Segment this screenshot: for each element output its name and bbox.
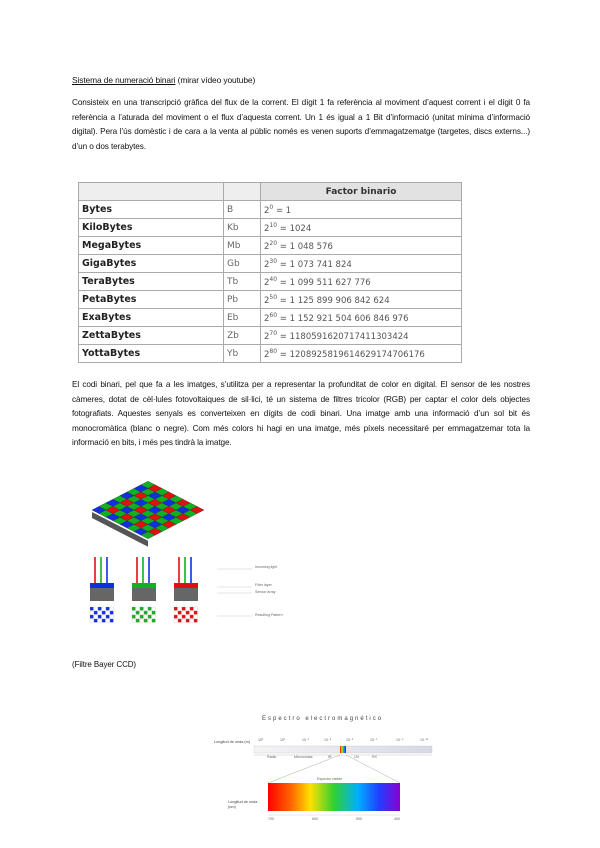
pattern-cell [144,611,147,614]
section-title: Sistema de numeració binari [72,75,176,85]
factor-value: = 1024 [279,223,312,234]
pattern-cell [190,619,193,622]
pattern-cell [136,615,139,618]
spectrum-bottom-ticks [268,817,403,823]
factor-value: = 1 152 921 504 606 846 976 [279,313,409,324]
tick-top: 10⁻¹¹ [420,738,429,742]
tick-top: 10³ [258,738,264,742]
pattern-cell [174,619,177,622]
label-filter-layer: Filter layer [255,583,272,587]
pattern-cell [140,607,143,610]
tick-top: 10⁻⁵ [346,738,354,742]
pattern-cell [102,607,105,610]
unit-symbol: Yb [224,345,261,363]
bayer-filter-illustration [82,475,322,645]
binary-factor: $2^{10} = 1024$ [261,219,462,237]
pattern-cell [190,611,193,614]
pattern-cell [98,619,101,622]
pattern-cell [186,615,189,618]
pattern-cell [106,607,109,610]
pattern-cell [186,619,189,622]
tick-bottom: 700 [268,817,274,821]
table-row [79,327,462,345]
pattern-cell [102,611,105,614]
label-resulting-pattern: Resulting Pattern [255,613,283,617]
bayer-mosaic [92,481,204,547]
pattern-cell [148,615,151,618]
filter-layer [132,583,156,588]
factor-exponent: 0 [269,203,274,211]
pattern-cell [178,619,181,622]
filter-layer [90,583,114,588]
pattern-cell [90,615,93,618]
pattern-cell [174,615,177,618]
unit-name: YottaBytes [79,345,224,363]
pattern-cell [98,615,101,618]
table-row [79,291,462,309]
pattern-cell [182,611,185,614]
unit-name: TeraBytes [79,273,224,291]
spectrum-wave-label: Longitud de onda (m) [214,740,251,744]
spectrum-bands [262,755,432,761]
pattern-cell [186,611,189,614]
tick-top: 10⁻⁹ [396,738,404,742]
pattern-cell [186,607,189,610]
table-row [79,201,462,219]
unit-symbol: Mb [224,237,261,255]
pattern-cell [132,619,135,622]
pattern-cell [144,619,147,622]
unit-name: PetaBytes [79,291,224,309]
band-label: IR [328,755,332,759]
pattern-cell [94,611,97,614]
pattern-cell [102,615,105,618]
bayer-columns [90,557,198,622]
pattern-cell [94,619,97,622]
table-row [79,219,462,237]
pattern-cell [144,615,147,618]
pattern-cell [136,611,139,614]
pattern-cell [132,607,135,610]
unit-symbol: Tb [224,273,261,291]
pattern-cell [110,611,113,614]
pattern-cell [148,607,151,610]
table-header-empty [79,183,224,201]
binary-factor: $2^{40} = 1$ 099 511 627 776 [261,273,462,291]
pattern-cell [110,619,113,622]
pattern-cell [152,615,155,618]
unit-name: KiloBytes [79,219,224,237]
pattern-cell [94,615,97,618]
unit-name: GigaBytes [79,255,224,273]
pattern-cell [152,607,155,610]
tick-top: 10⁻¹ [302,738,310,742]
tick-bottom: 600 [312,817,318,821]
binary-factor: $2^{30} = 1$ 073 741 824 [261,255,462,273]
table-header-empty-2 [224,183,261,201]
table-header-factor: Factor binario [261,183,462,201]
pattern-cell [178,615,181,618]
band-label: Radio [267,755,277,759]
binary-factor: $2^0 = 1$ [261,201,462,219]
factor-value: = 1 [275,205,292,216]
factor-exponent: 30 [269,257,278,265]
factor-exponent: 50 [269,293,278,301]
pattern-cell [106,615,109,618]
pattern-cell [194,619,197,622]
pattern-cell [182,619,185,622]
factor-value: = 1 073 741 824 [279,259,352,270]
factor-exponent: 10 [269,221,278,229]
factor-exponent: 60 [269,311,278,319]
pattern-cell [178,611,181,614]
tick-top: 10⁻⁷ [370,738,378,742]
pattern-cell [140,615,143,618]
binary-factor: $2^{50} = 1$ 125 899 906 842 624 [261,291,462,309]
binary-factor: $2^{70} = 1180591620717411303424$ [261,327,462,345]
table-row [79,345,462,363]
factor-exponent: 20 [269,239,278,247]
pattern-cell [102,619,105,622]
unit-name: ExaBytes [79,309,224,327]
table-row [79,273,462,291]
pattern-cell [98,611,101,614]
pattern-cell [140,611,143,614]
tick-bottom: 400 [394,817,400,821]
section-heading [72,73,255,88]
table-row [79,255,462,273]
pattern-cell [194,607,197,610]
unit-symbol: Zb [224,327,261,345]
factor-exponent: 80 [269,347,278,355]
band-label: Microondas [294,755,313,759]
table-row [79,309,462,327]
pattern-cell [178,607,181,610]
pattern-cell [110,615,113,618]
factor-value: = 1 125 899 906 842 624 [279,295,390,306]
pattern-cell [190,607,193,610]
sensor-block [132,588,156,601]
factor-value: = 1208925819614629174706176 [279,349,425,360]
section-note: (mirar vídeo youtube) [177,75,256,85]
visible-band [340,746,346,753]
pattern-cell [182,615,185,618]
visible-spectrum-label: Espectro visible [317,777,343,781]
tick-top: 10¹ [280,738,286,742]
pattern-cell [174,607,177,610]
figure-caption: (Filtre Bayer CCD) [72,660,136,669]
spectrum-title: Espectro electromagnético [262,716,384,722]
paragraph-binary-images: El codi binari, pel que fa a les imatges, s’utilitza per a representar la profunditat de color en digital. El sensor de les nostres càmeres, dotat de cèl·lules fotovoltaiques de sil·lici, té un sistema de filtres tricolor (RGB) per captar el color dels objectes fotografiats. Aquestes senyals es converteixen en dígits de codi binari. Una imatge amb una informació d’un sol bit és monocromàtica (blanc o negre). Com més colors hi hagi en una imatge, més píxels necessitaré per emmagatzemar tota la informació en bits, i més pes tindrà la imatge. [72,380,530,447]
pattern-cell [132,615,135,618]
paragraph-binary-intro: Consisteix en una transcripció gràfica del flux de la corrent. El dígit 1 fa referència al moviment d’aquest corrent i el dígit 0 fa referència a l’aturada del moviment o el flux d’aquesta corrent. Un 1 és igual a 1 Bit d’informació (unitat mínima d’informació digital). Pera l’ús domèstic i de cara a la venta al públic només es venen suports d’emmagatzematge (targetes, discs externs...) d’un o dos terabytes. [72,98,530,151]
pattern-cell [194,615,197,618]
pattern-cell [90,607,93,610]
label-sensor-array: Sensor array [255,590,276,594]
filter-layer [174,583,198,588]
pattern-cell [148,611,151,614]
band-label: RX [372,755,377,759]
unit-symbol: Eb [224,309,261,327]
pattern-cell [132,611,135,614]
binary-factor: $2^{20} = 1$ 048 576 [261,237,462,255]
unit-symbol: Gb [224,255,261,273]
pattern-cell [110,607,113,610]
factor-value: = 1 099 511 627 776 [279,277,371,288]
tick-top: 10⁻³ [324,738,332,742]
unit-name: Bytes [79,201,224,219]
unit-symbol: B [224,201,261,219]
band-label: UV [354,755,359,759]
pattern-cell [174,611,177,614]
pattern-cell [140,619,143,622]
pattern-cell [94,607,97,610]
tick-bottom: 500 [356,817,362,821]
table-row [79,237,462,255]
pattern-cell [152,619,155,622]
factor-value: = 1180591620717411303424 [279,331,409,342]
pattern-cell [182,607,185,610]
pattern-cell [194,611,197,614]
pattern-cell [90,611,93,614]
binary-factor-table [78,182,462,363]
pattern-cell [190,615,193,618]
unit-symbol: Kb [224,219,261,237]
binary-factor: $2^{80} = 1208925819614629174706176$ [261,345,462,363]
pattern-cell [144,607,147,610]
sensor-block [174,588,198,601]
pattern-cell [136,619,139,622]
pattern-cell [106,611,109,614]
binary-factor: $2^{60} = 1$ 152 921 504 606 846 976 [261,309,462,327]
spectrum-wavelength-nm-label: Longitud de onda (nm) [228,800,258,809]
pattern-cell [90,619,93,622]
visible-spectrum-bar [268,783,400,811]
pattern-cell [148,619,151,622]
table-header-row [79,183,462,201]
factor-exponent: 40 [269,275,278,283]
unit-symbol: Pb [224,291,261,309]
label-incoming-light: Incoming light [255,565,278,569]
sensor-block [90,588,114,601]
unit-name: MegaBytes [79,237,224,255]
factor-exponent: 70 [269,329,278,337]
factor-value: = 1 048 576 [279,241,333,252]
pattern-cell [98,607,101,610]
pattern-cell [106,619,109,622]
pattern-cell [152,611,155,614]
unit-name: ZettaBytes [79,327,224,345]
pattern-cell [136,607,139,610]
